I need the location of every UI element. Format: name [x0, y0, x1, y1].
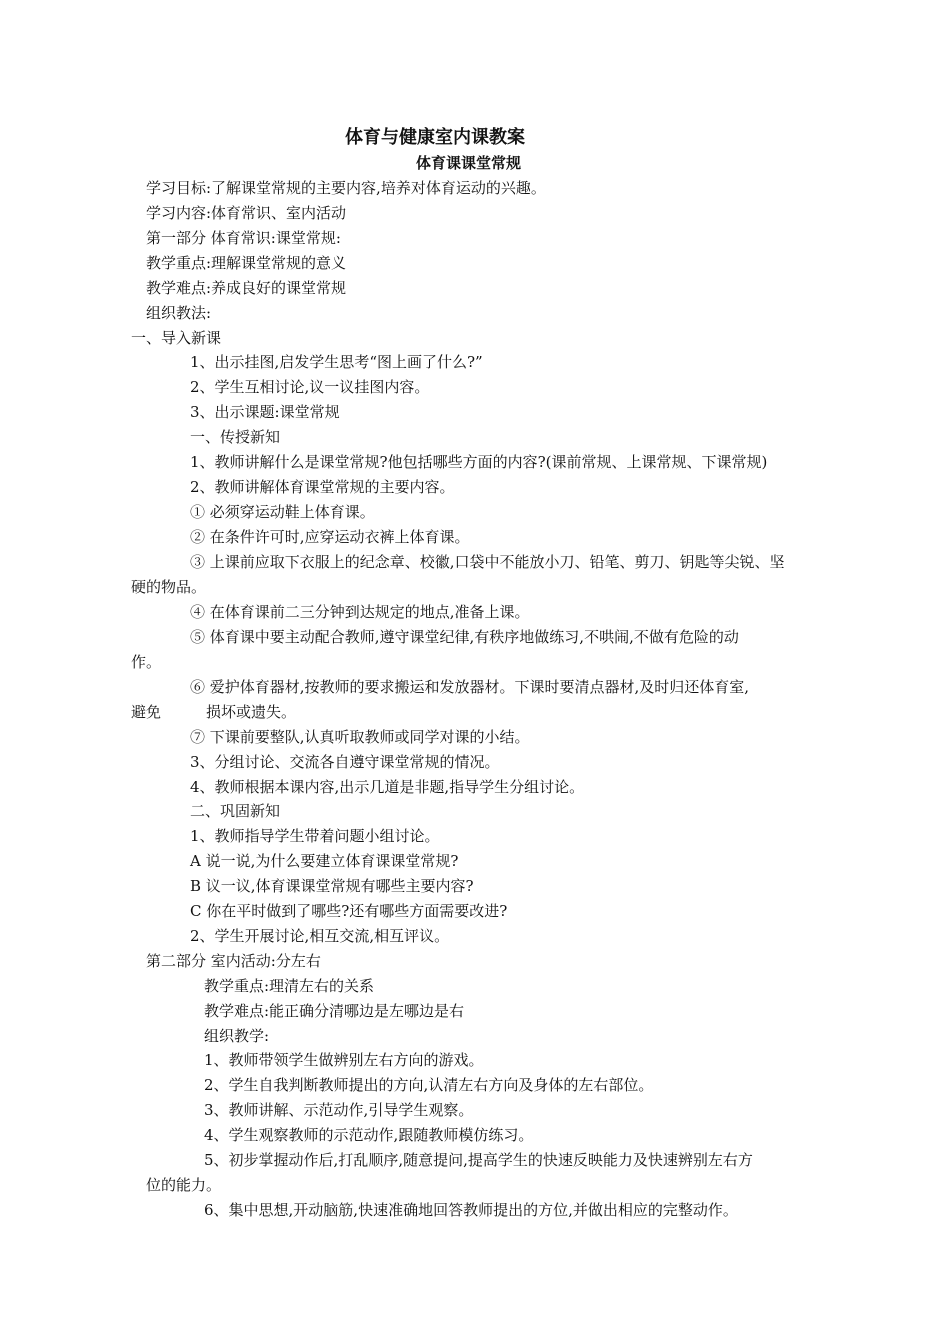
paragraph-line: 2、学生开展讨论,相互交流,相互评议。 — [190, 927, 450, 945]
document-title: 体育与健康室内课教案 — [345, 127, 525, 148]
paragraph-line-continuation: 位的能力。 — [146, 1176, 222, 1194]
paragraph-line: 4、教师根据本课内容,出示几道是非题,指导学生分组讨论。 — [190, 778, 585, 796]
paragraph-line: 2、学生自我判断教师提出的方向,认清左右方向及身体的左右部位。 — [204, 1076, 654, 1094]
list-item: ⑦ 下课前要整队,认真听取教师或同学对课的小结。 — [190, 728, 530, 746]
teaching-focus: 教学重点:理解课堂常规的意义 — [146, 254, 347, 272]
part-one-heading: 第一部分 体育常识:课堂常规: — [146, 229, 341, 247]
paragraph-line: 3、出示课题:课堂常规 — [190, 403, 340, 421]
paragraph-line: 1、教师指导学生带着问题小组讨论。 — [190, 827, 440, 845]
paragraph-line: 2、教师讲解体育课堂常规的主要内容。 — [190, 478, 455, 496]
teaching-method: 组织教法: — [146, 304, 212, 322]
list-item-continuation: 损坏或遗失。 — [206, 703, 297, 721]
list-item: ⑥ 爱护体育器材,按教师的要求搬运和发放器材。下课时要清点器材,及时归还体育室, — [190, 678, 750, 696]
question-item: B 议一议,体育课课堂常规有哪些主要内容? — [190, 877, 474, 895]
paragraph-line: 2、学生互相讨论,议一议挂图内容。 — [190, 378, 430, 396]
teaching-difficulty: 教学难点:养成良好的课堂常规 — [146, 279, 347, 297]
paragraph-line: 1、教师带领学生做辨别左右方向的游戏。 — [204, 1051, 484, 1069]
list-item: ② 在条件许可时,应穿运动衣裤上体育课。 — [190, 528, 470, 546]
paragraph-line: 3、分组讨论、交流各自遵守课堂常规的情况。 — [190, 753, 500, 771]
section-heading: 一、传授新知 — [190, 428, 281, 446]
paragraph-line: 6、集中思想,开动脑筋,快速准确地回答教师提出的方位,并做出相应的完整动作。 — [204, 1201, 738, 1219]
list-item: ③ 上课前应取下衣服上的纪念章、校徽,口袋中不能放小刀、铅笔、剪刀、钥匙等尖锐、坚 — [190, 553, 785, 571]
list-item-continuation: 作。 — [131, 653, 162, 671]
paragraph-line: 5、初步掌握动作后,打乱顺序,随意提问,提高学生的快速反映能力及快速辨别左右方 — [204, 1151, 753, 1169]
learning-goal: 学习目标:了解课堂常规的主要内容,培养对体育运动的兴趣。 — [146, 179, 546, 197]
paragraph-line: 4、学生观察教师的示范动作,跟随教师模仿练习。 — [204, 1126, 534, 1144]
document-subtitle: 体育课课堂常规 — [416, 154, 522, 172]
question-item: C 你在平时做到了哪些?还有哪些方面需要改进? — [190, 902, 508, 920]
question-item: A 说一说,为什么要建立体育课课堂常规? — [190, 852, 459, 870]
part-two-heading: 第二部分 室内活动:分左右 — [146, 952, 321, 970]
list-item: ④ 在体育课前二三分钟到达规定的地点,准备上课。 — [190, 603, 530, 621]
list-item-continuation: 避免 — [131, 703, 162, 721]
section-heading: 二、巩固新知 — [190, 802, 281, 820]
paragraph-line: 1、教师讲解什么是课堂常规?他包括哪些方面的内容?(课前常规、上课常规、下课常规) — [190, 453, 768, 471]
paragraph-line: 教学重点:理清左右的关系 — [204, 977, 375, 995]
list-item-continuation: 硬的物品。 — [131, 578, 207, 596]
paragraph-line: 组织教学: — [204, 1027, 270, 1045]
section-heading: 一、导入新课 — [131, 329, 222, 347]
list-item: ⑤ 体育课中要主动配合教师,遵守课堂纪律,有秩序地做练习,不哄闹,不做有危险的动 — [190, 628, 739, 646]
paragraph-line: 3、教师讲解、示范动作,引导学生观察。 — [204, 1101, 474, 1119]
learning-content: 学习内容:体育常识、室内活动 — [146, 204, 347, 222]
list-item: ① 必须穿运动鞋上体育课。 — [190, 503, 375, 521]
paragraph-line: 教学难点:能正确分清哪边是左哪边是右 — [204, 1002, 465, 1020]
paragraph-line: 1、出示挂图,启发学生思考“图上画了什么?” — [190, 353, 483, 371]
